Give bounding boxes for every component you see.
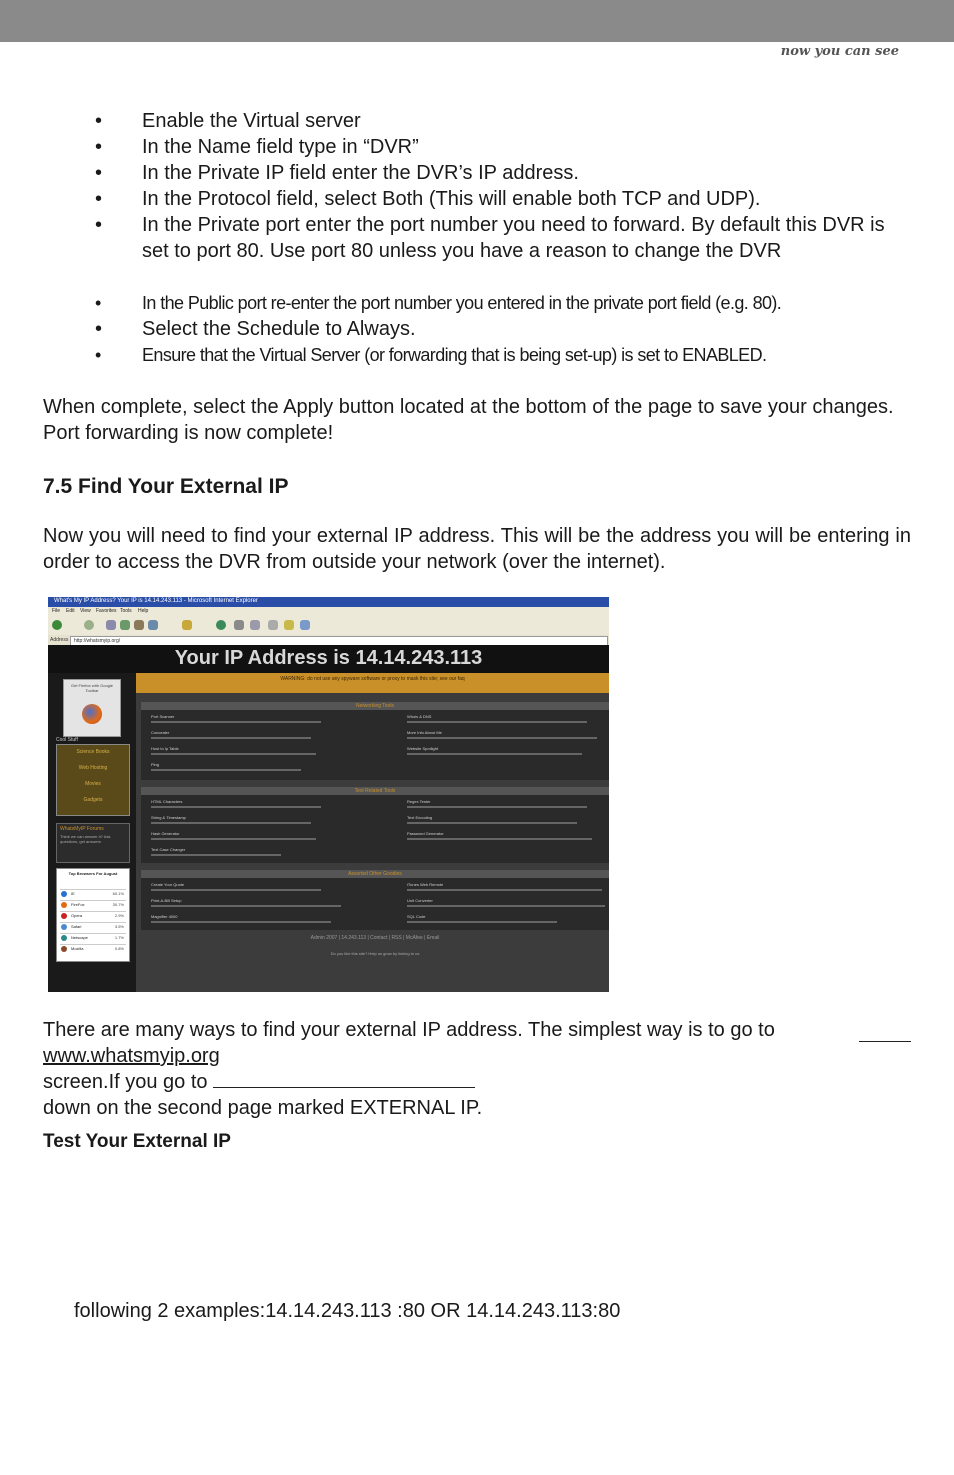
table-row: IE 60.1% — [60, 889, 126, 899]
messenger-icon — [300, 620, 310, 630]
browser-title: What's My IP Address? Your IP is 14.14.243.113 - Microsoft Internet Explorer — [54, 598, 258, 604]
browser-page — [48, 645, 609, 992]
browser-titlebar — [48, 597, 609, 607]
back-icon — [52, 620, 62, 630]
list-item: iTunes Web Remote — [407, 882, 444, 887]
list-item: Print-A-Bill Setup — [151, 898, 182, 903]
menu-item: Favorites — [96, 608, 117, 614]
ip-banner: Your IP Address is 14.14.243.113 — [174, 647, 483, 669]
list-item: Science Books — [76, 749, 110, 755]
media-icon — [216, 620, 226, 630]
list-item: Port Scanner — [151, 714, 175, 719]
browser-stats-head: Top Browsers For August — [68, 871, 118, 876]
list-item: Text Encoding — [407, 815, 433, 820]
table-row: Mozilla 0.8% — [60, 944, 126, 954]
screen-text: screen.If you go to — [43, 1071, 208, 1093]
networking-tools-section — [141, 702, 609, 780]
whatsmyip-screenshot — [48, 597, 609, 992]
search-icon — [148, 620, 158, 630]
section-title: Assorted Other Goodies — [348, 871, 402, 877]
warning-text: WARNING: do not use any spyware software or proxy to mask this site; see our faq — [280, 676, 465, 682]
netscape-icon — [61, 935, 67, 941]
blank-line — [213, 1069, 475, 1088]
ip-header — [48, 645, 609, 673]
list-item: • Enable the Virtual server — [95, 110, 361, 132]
cool-stuff-label: Cool Stuff — [56, 737, 78, 743]
print-icon — [268, 620, 278, 630]
list-item: HTML Characters — [151, 799, 183, 804]
left-sidebar — [48, 673, 136, 992]
blank-line — [859, 1023, 911, 1042]
site-footer: Admin 2007 | 14.243.113 | Contact | RSS | McAfee | Email — [310, 935, 440, 941]
list-item: Unit Converter — [407, 898, 433, 903]
menu-item: File — [52, 608, 61, 614]
text-tools-section — [141, 787, 609, 863]
test-heading: Test Your External IP — [43, 1131, 231, 1152]
intro-paragraph: Now you will need to find your external IP address. This will be the address you will be entering in order to access the DVR from outside your network (over the internet). — [43, 525, 911, 573]
section-heading: 7.5 Find Your External IP — [43, 475, 289, 498]
list-item: SQL Code — [407, 914, 426, 919]
address-bar — [48, 635, 609, 645]
menu-item: Help — [138, 608, 149, 614]
address-label: Address — [50, 637, 69, 643]
table-row: Netscape 1.7% — [60, 933, 126, 943]
external-ip-text: down on the second page marked EXTERNAL IP. — [43, 1097, 483, 1119]
list-item: • Select the Schedule to Always. — [95, 318, 416, 340]
refresh-icon — [120, 620, 130, 630]
forums-body: Think we can answer it? Ask questions, get answers — [60, 834, 111, 844]
mail-icon — [250, 620, 260, 630]
stop-icon — [106, 620, 116, 630]
warning-strip — [136, 673, 609, 693]
browser-toolbar — [48, 616, 609, 636]
site-footer-note: Do you like this site? Help us grow by linking to us — [330, 951, 420, 956]
list-item: Create Your Quote — [151, 882, 185, 887]
firefox-ad — [63, 679, 121, 737]
list-item: Website Spotlight — [407, 746, 439, 751]
list-item: Magnifier 4000 — [151, 914, 178, 919]
firefox-icon — [82, 704, 102, 724]
list-item: • Ensure that the Virtual Server (or forwarding that is being set-up) is set to ENABLED. — [95, 345, 767, 365]
table-row: Safari 3.5% — [60, 922, 126, 932]
list-item: Concealer — [151, 730, 170, 735]
list-item: Host to Ip Table — [151, 746, 179, 751]
list-item: Gadgets — [83, 797, 103, 803]
section-title: Text Related Tools — [354, 788, 396, 794]
mozilla-icon — [61, 946, 67, 952]
list-item: • In the Name field type in “DVR” — [95, 136, 419, 158]
address-url: http://whatsmyip.org/ — [74, 638, 121, 644]
forward-icon — [84, 620, 94, 630]
history-icon — [234, 620, 244, 630]
examples-text: following 2 examples:14.14.243.113 :80 OR 14.14.243.113:80 — [74, 1300, 621, 1322]
table-row: Opera 2.9% — [60, 911, 126, 921]
safari-icon — [61, 924, 67, 930]
list-item: String & Timestamp — [151, 815, 186, 820]
list-item: More Info About Me — [407, 730, 442, 735]
cool-stuff-box — [56, 744, 130, 816]
find-ip-paragraph — [43, 1017, 911, 1121]
list-item: Hash Generator — [151, 831, 180, 836]
table-row: FireFox 30.7% — [60, 900, 126, 910]
menu-item: Edit — [66, 608, 75, 614]
list-item: • In the Private port enter the port number you need to forward. By default this DVR is set to port 80. Use port 80 unless you have a reason to change the DVR — [95, 214, 885, 262]
menu-item: View — [80, 608, 91, 614]
list-item: Movies — [85, 781, 101, 787]
list-item: Regex Tester — [407, 799, 431, 804]
browser-menubar — [48, 607, 609, 616]
folder-icon — [284, 620, 294, 630]
forums-box — [56, 823, 130, 863]
brand-tagline: now you can see — [780, 44, 899, 59]
menu-item: Tools — [120, 608, 132, 614]
list-item: Web Hosting — [78, 765, 108, 771]
list-item: Ping — [151, 762, 160, 767]
section-title: Networking Tools — [356, 703, 394, 709]
list-item: Text Case Changer — [151, 847, 186, 852]
home-icon — [134, 620, 144, 630]
other-goodies-section — [141, 870, 609, 930]
browser-stats-table — [56, 868, 130, 962]
list-item: • In the Private IP field enter the DVR’s IP address. — [95, 162, 579, 184]
setup-steps-list — [95, 108, 915, 368]
firefox-ad-text: Get Firefox with Google Toolbar — [70, 683, 114, 693]
list-item: Password Generator — [407, 831, 444, 836]
firefox-icon — [61, 902, 67, 908]
whatsmyip-link[interactable]: www.whatsmyip.org — [43, 1045, 220, 1067]
forums-head: WhatsMyIP Forums — [60, 826, 104, 832]
list-item: • In the Public port re-enter the port number you entered in the private port field (e.g. 80). — [95, 293, 782, 313]
apply-paragraph: When complete, select the Apply button located at the bottom of the page to save your changes. Port forwarding is now complete! — [43, 396, 894, 444]
ie-icon — [61, 891, 67, 897]
favorites-icon — [182, 620, 192, 630]
list-item: • In the Protocol field, select Both (This will enable both TCP and UDP). — [95, 188, 761, 210]
list-item: Whois & DNS — [407, 714, 432, 719]
ways-text: There are many ways to find your external IP address. The simplest way is to go to — [43, 1019, 775, 1041]
page-header-bar — [0, 0, 954, 42]
opera-icon — [61, 913, 67, 919]
